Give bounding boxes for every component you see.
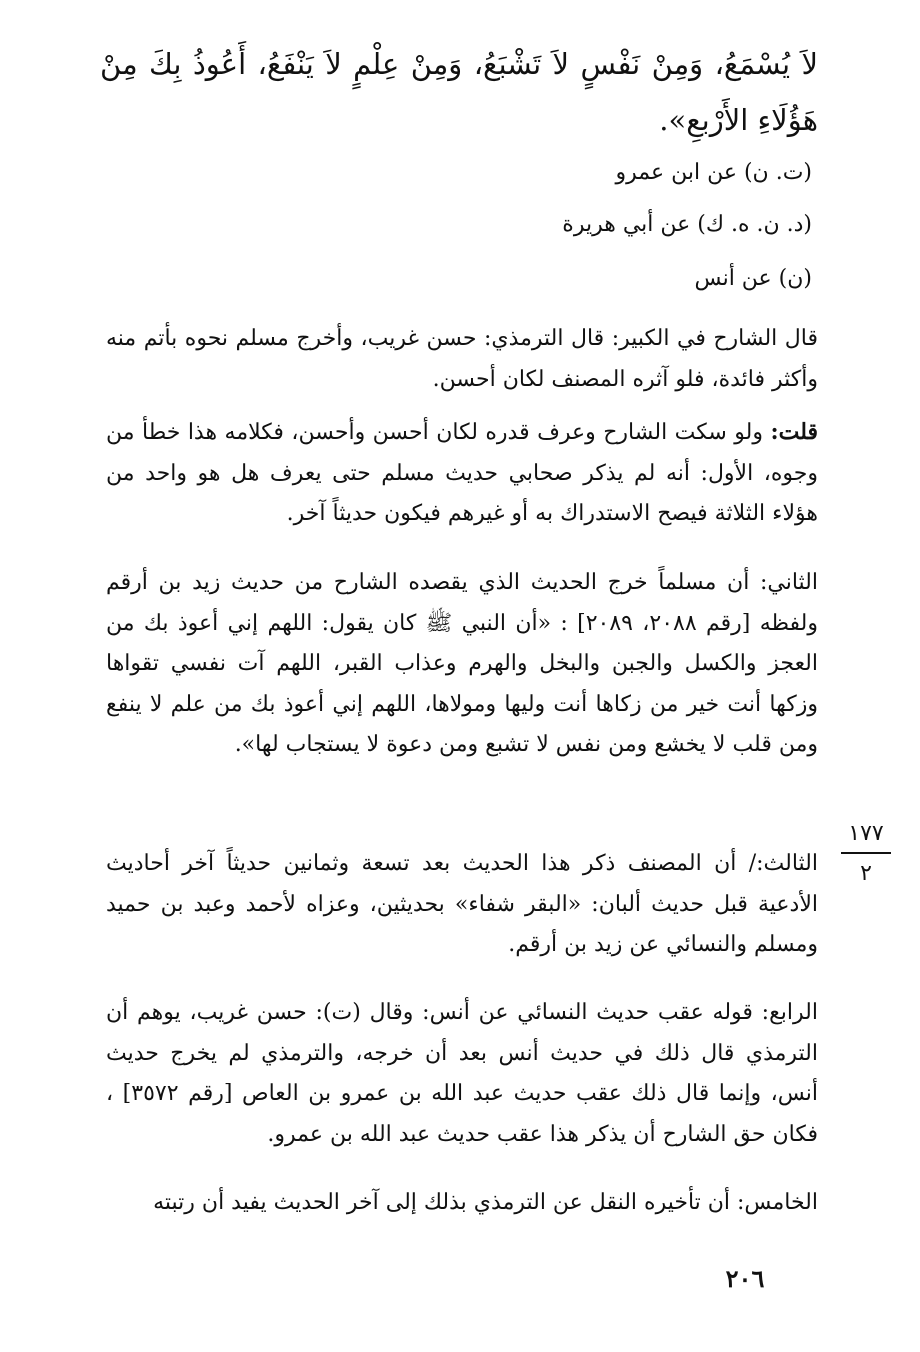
commentary-paragraph-5: الرابع: قوله عقب حديث النسائي عن أنس: وقال (ت): حسن غريب، يوهم أن الترمذي قال ذلك في حديث أنس بعد أن خرجه، والترمذي لم يخرج حديث أنس، وإنما قال ذلك عقب حديث عبد الله بن عمرو بن العاص [رقم ٣٥٧٢] ، فكان حق الشارح أن يذكر هذا عقب حديث عبد الله بن عمرو.	[106, 1000, 819, 1147]
source-line-2: (د. ن. ه. ك) عن أبي هريرة	[562, 212, 812, 237]
source-line-3: (ن) عن أنس	[694, 266, 812, 291]
folio-divider	[841, 852, 891, 854]
source-line-1: (ت. ن) عن ابن عمرو	[615, 160, 812, 185]
folio-number: ١٧٧	[848, 821, 884, 846]
paragraph-lead: قلت:	[770, 419, 818, 445]
page-number: ٢٠٦	[725, 1264, 765, 1293]
commentary-paragraph-2: قلت: ولو سكت الشارح وعرف قدره لكان أحسن وأحسن، فكلامه هذا خطأ من وجوه، الأول: أنه لم يذكر صحابي حديث مسلم حتى يعرف هل هو واحد من هؤلاء الثلاثة فيصح الاستدراك به أو غيرهم فيكون حديثاً آخر.	[106, 419, 818, 526]
hadith-verse: لاَ يُسْمَعُ، وَمِنْ نَفْسٍ لاَ تَشْبَعُ، وَمِنْ عِلْمٍ لاَ يَنْفَعُ، أَعُوذُ بِكَ مِنْ هَؤُلَاءِ الأَرْبعِ».	[100, 47, 818, 137]
commentary-paragraph-3: الثاني: أن مسلماً خرج الحديث الذي يقصده الشارح من حديث زيد بن أرقم ولفظه [رقم ٢٠٨٨، ٢٠٨٩] : «أن النبي ﷺ كان يقول: اللهم إني أعوذ بك من العجز والكسل والجبن والبخل والهرم وعذاب القبر، اللهم آت نفسي تقواها وزكها أنت خير من زكاها أنت وليها ومولاها، اللهم إني أعوذ بك من علم لا ينفع ومن قلب لا يخشع ومن نفس لا تشبع ومن دعوة لا يستجاب لها».	[106, 570, 819, 757]
commentary-paragraph-6: الخامس: أن تأخيره النقل عن الترمذي بذلك إلى آخر الحديث يفيد أن رتبته	[153, 1190, 818, 1215]
manuscript-folio-marker	[838, 818, 894, 890]
commentary-paragraph-1: قال الشارح في الكبير: قال الترمذي: حسن غريب، وأخرج مسلم نحوه بأتم منه وأكثر فائدة، فلو آثره المصنف لكان أحسن.	[106, 326, 818, 392]
folio-side: ٢	[860, 861, 872, 886]
commentary-paragraph-4: الثالث:/ أن المصنف ذكر هذا الحديث بعد تسعة وثمانين حديثاً آخر أحاديث الأدعية قبل حديث ألبان: «البقر شفاء» بحديثين، وعزاه لأحمد وعبد بن حميد ومسلم والنسائي عن زيد بن أرقم.	[106, 851, 818, 957]
